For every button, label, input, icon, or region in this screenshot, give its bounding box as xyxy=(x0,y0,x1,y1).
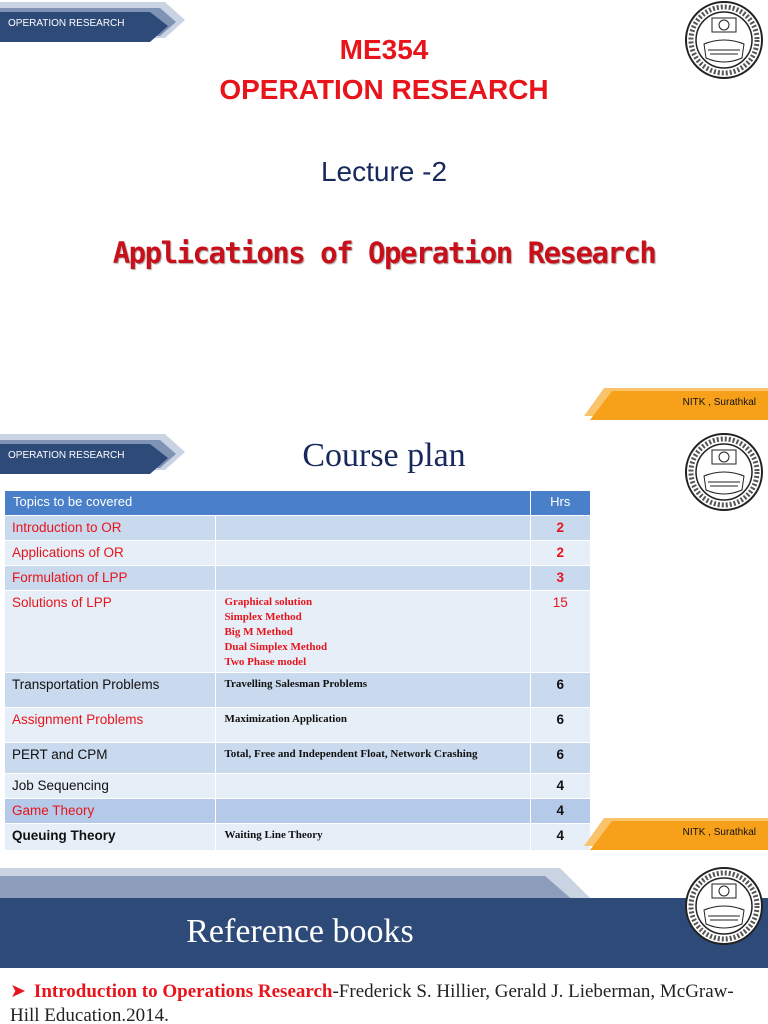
arrow-bullet-icon: ➤ xyxy=(10,981,26,1002)
reference-book-title: Introduction to Operations Research xyxy=(33,981,333,1002)
table-row xyxy=(5,541,591,566)
subtopic-cell xyxy=(216,774,529,778)
topic-cell: Game Theory xyxy=(12,803,95,818)
footer-ribbon xyxy=(582,386,768,422)
table-row xyxy=(5,799,591,824)
table-row xyxy=(5,673,591,708)
slide-1 xyxy=(0,0,768,432)
course-name: OPERATION RESEARCH xyxy=(219,74,549,105)
reference-books-title: Reference books xyxy=(186,913,414,950)
table-row xyxy=(5,516,591,541)
footer-institute: NITK , Surathkal xyxy=(682,827,756,838)
subtopic-cell xyxy=(216,541,529,545)
table-row xyxy=(5,774,591,799)
course-code: ME354 xyxy=(339,34,429,65)
table-row xyxy=(5,591,591,673)
lecture-number: Lecture -2 xyxy=(320,156,448,187)
slide-2 xyxy=(0,432,768,866)
subtopic-line: Dual Simplex Method xyxy=(224,641,328,653)
topic-cell: Job Sequencing xyxy=(12,778,109,793)
course-plan-table xyxy=(4,490,591,851)
subtopic-line: Graphical solution xyxy=(224,596,313,608)
table-header-row xyxy=(5,491,591,516)
banner-label: OPERATION RESEARCH xyxy=(8,18,125,29)
nitk-seal-icon xyxy=(682,866,766,950)
topic-cell: PERT and CPM xyxy=(12,747,108,762)
topic-cell: Transportation Problems xyxy=(12,677,160,692)
hrs-cell: 15 xyxy=(552,595,568,610)
table-row xyxy=(5,824,591,851)
hrs-cell: 6 xyxy=(556,747,565,762)
header-hrs: Hrs xyxy=(530,491,590,516)
hrs-cell: 6 xyxy=(556,712,565,727)
hrs-cell: 4 xyxy=(556,778,565,793)
subtopic-cell: Maximization Application xyxy=(224,713,347,725)
topic-cell: Introduction to OR xyxy=(12,520,122,535)
table-row xyxy=(5,743,591,774)
slide-3 xyxy=(0,866,768,1024)
topic-cell: Solutions of LPP xyxy=(12,595,112,610)
subtopic-cell: Travelling Salesman Problems xyxy=(224,678,368,690)
subtopic-line: Two Phase model xyxy=(224,656,307,668)
topic-cell: Assignment Problems xyxy=(12,712,144,727)
header-topics: Topics to be covered xyxy=(5,491,531,516)
subtopic-cell xyxy=(216,516,529,520)
hrs-cell: 6 xyxy=(556,677,565,692)
hrs-cell: 4 xyxy=(556,828,565,843)
hrs-cell: 4 xyxy=(556,803,565,818)
hrs-cell: 2 xyxy=(556,520,565,535)
footer-ribbon xyxy=(582,816,768,852)
topic-cell: Queuing Theory xyxy=(12,828,116,843)
subtopic-cell: Total, Free and Independent Float, Network Crashing xyxy=(224,748,478,760)
table-row xyxy=(5,566,591,591)
topic-cell: Applications of OR xyxy=(12,545,124,560)
reference-item xyxy=(10,980,760,1024)
table-row xyxy=(5,708,591,743)
topic-cell: Formulation of LPP xyxy=(12,570,128,585)
footer-institute: NITK , Surathkal xyxy=(682,397,756,408)
banner-label: OPERATION RESEARCH xyxy=(8,450,125,461)
subtopic-line: Simplex Method xyxy=(224,611,302,623)
lecture-title: Applications of Operation Research xyxy=(112,236,656,270)
subtopic-cell: Waiting Line Theory xyxy=(224,829,323,841)
course-plan-title: Course plan xyxy=(302,437,466,474)
hrs-cell: 3 xyxy=(556,570,565,585)
subtopic-cell xyxy=(216,799,529,803)
hrs-cell: 2 xyxy=(556,545,565,560)
reference-book-details: -Frederick S. Hillier, Gerald J. Lieberman, McGraw-Hill Education.2014. xyxy=(10,981,734,1024)
subtopic-cell xyxy=(216,566,529,570)
subtopic-line: Big M Method xyxy=(224,626,293,638)
